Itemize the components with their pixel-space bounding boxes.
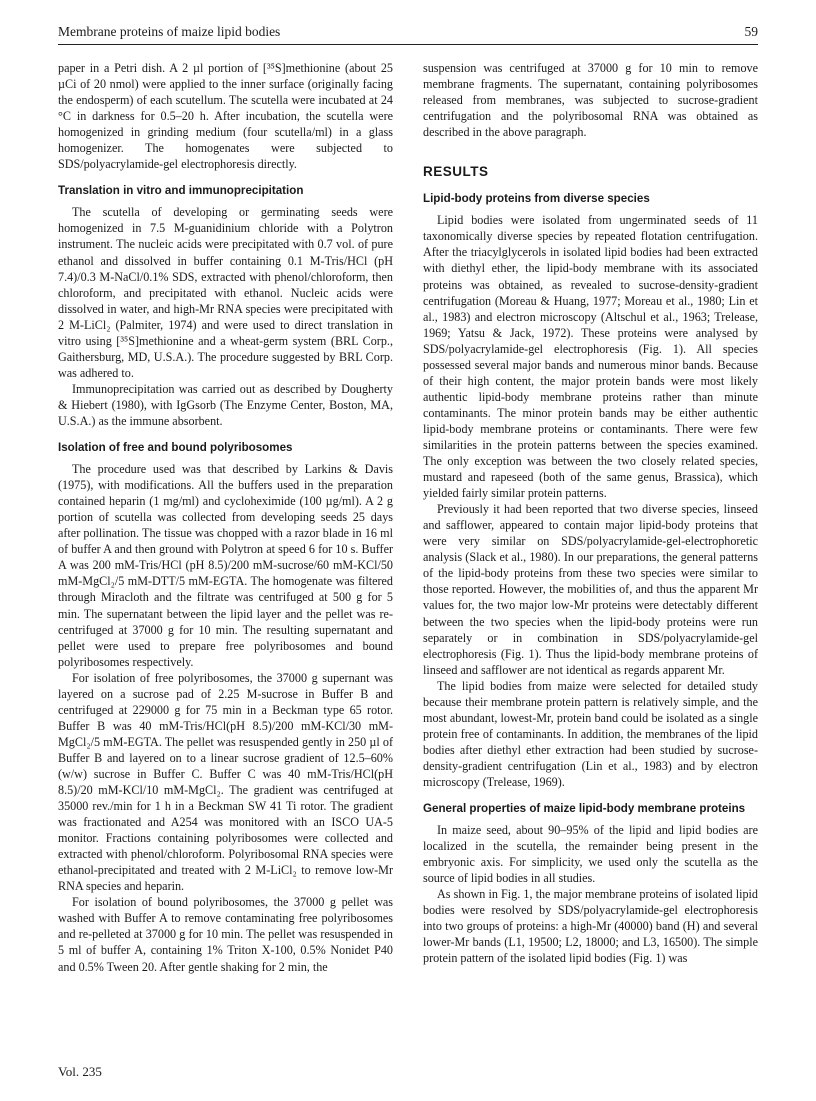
subsection-heading: General properties of maize lipid-body membrane proteins — [423, 802, 746, 816]
header-rule — [58, 44, 758, 45]
paragraph: For isolation of free polyribosomes, the 37000 g supernant was layered on a sucrose pad of 2.25 M-sucrose in Buffer B and centrifuged at 229000 g for 75 min in a Beckman type 65 rotor. Buffer B was 40 mM-Tris/HCl(pH 8.5)/200 mM-KCl/30 mM-MgCl₂/5 mM-EGTA. The pellet was resuspended gently in 250 µl of Buffer B and layered on to a linear sucrose gradient of 12.5–60% (w/w) sucrose in Buffer C. Buffer C was 40 mM-Tris/HCl(pH 8.5)/20 mM-KCl/10 mM-MgCl₂. The gradient was centrifuged at 35000 rev./min for 1 h in a Beckman SW 41 Ti rotor. The gradient was fractionated and A254 was monitored with an ISCO UA-5 monitor. Fractions containing polyribosomes were collected and extracted with phenol/chloroform. Polyribosomal RNA species were ethanol-precipitated and treated with 2 M-LiCl₂ to remove low-Mr RNA species and heparin. — [58, 670, 393, 894]
left-column — [58, 60, 393, 975]
paragraph: The procedure used was that described by Larkins & Davis (1975), with modifications. All the buffers used in the preparation contained heparin (1 mg/ml) and cycloheximide (100 µg/ml). A 2 g portion of scutella was collected from developing seeds 25 days after pollination. The tissue was chopped with a razor blade in 16 ml of buffer A and then ground with Polytron at speed 6 for 10 s. Buffer A was 200 mM-Tris/HCl (pH 8.5)/200 mM-sucrose/60 mM-KCl/50 mM-MgCl₂/5 mM-DTT/5 mM-EGTA. The homogenate was filtered through Miracloth and the filtrate was centrifuged at 500 g for 5 min. The supernatant between the lipid layer and the pellet was re-centrifuged at 37000 g for 10 min. The resulting supernatant and pellet were used to prepare free polyribosomes and bound polyribosomes respectively. — [58, 462, 393, 669]
subsection-heading: Translation in vitro and immunoprecipitation — [58, 184, 304, 198]
right-column — [423, 60, 758, 966]
section-heading: RESULTS — [423, 164, 489, 180]
paragraph: For isolation of bound polyribosomes, the 37000 g pellet was washed with Buffer A to remove contaminating free polyribosomes and re-pelleted at 37000 g for 10 min. The pellet was resuspended in 5 ml of buffer A, containing 1% Triton X-100, 0.5% Nonidet P40 and 0.5% Tween 20. After gentle shaking for 2 min, the — [58, 895, 393, 974]
subsection-heading: Lipid-body proteins from diverse species — [423, 192, 650, 206]
paragraph: In maize seed, about 90–95% of the lipid and lipid bodies are localized in the scutella, the remainder being present in the embryonic axis. For simplicity, we used only the scutella as the source of lipid bodies in all studies. — [423, 823, 758, 886]
page-number: 59 — [744, 24, 758, 39]
subsection-heading: Isolation of free and bound polyribosomes — [58, 441, 293, 455]
page-header — [58, 24, 758, 46]
paragraph: The scutella of developing or germinating seeds were homogenized in 7.5 M-guanidinium chloride with a Polytron instrument. The nucleic acids were precipitated with 0.7 vol. of pure ethanol and dissolved in buffer containing 0.1 M-Tris/HCl (pH 7.4)/0.3 M-NaCl/0.1% SDS, extracted with phenol/chloroform, then chloroform, and precipitated with ethanol. Nucleic acids were dissolved in water, and high-Mr RNA species were precipitated with 2 M-LiCl₂ (Palmiter, 1974) and were used to direct translation in vitro using [³⁵S]methionine and a wheat-germ system (BRL Corp., Gaithersburg, MD, U.S.A.). The procedure suggested by BRL Corp. was adhered to. — [58, 205, 393, 380]
volume-footer: Vol. 235 — [58, 1064, 102, 1079]
paragraph: As shown in Fig. 1, the major membrane proteins of isolated lipid bodies were resolved by SDS/polyacrylamide-gel electrophoresis into two groups of proteins: a high-Mr (40000) band (H) and several lower-Mr bands (L1, 19500; L2, 18000; and L3, 16500). The simple protein pattern of the isolated lipid bodies (Fig. 1) was — [423, 887, 758, 966]
paragraph: suspension was centrifuged at 37000 g for 10 min to remove membrane fragments. The supernatant, containing polyribosomes released from membranes, was subjected to sucrose-gradient centrifugation and the polyribosomal RNA was obtained as described in the above paragraph. — [423, 61, 758, 140]
paragraph: Lipid bodies were isolated from ungerminated seeds of 11 taxonomically diverse species by repeated flotation centrifugation. After the triacylglycerols in isolated lipid bodies had been extracted with diethyl ether, the lipid-body membrane with its associated proteins was obtained, as revealed to sucrose-density-gradient centrifugation (Moreau & Huang, 1977; Moreau et al., 1980; Lin et al., 1983) and electron microscopy (Altschul et al., 1963; Trelease, 1969; Yatsu & Jack, 1972). These proteins were analysed by SDS/polyacrylamide-gel electrophoresis (Fig. 1). All species possessed several major bands and numerous minor bands. Because of their high content, the major protein bands were most likely authentic lipid-body membrane proteins rather than minute contaminants. The minor protein bands may be either authentic lipid-body membrane proteins or contaminants. There were few similarities in the protein patterns between the species examined. The only exception was between the two closely related species, mustard and rapeseed (both of the same genus, Brassica), which yielded fairly similar protein patterns. — [423, 213, 758, 501]
running-title: Membrane proteins of maize lipid bodies — [58, 24, 281, 39]
paragraph: Immunoprecipitation was carried out as described by Dougherty & Hiebert (1980), with IgGsorb (The Enzyme Center, Boston, MA, U.S.A.) as the immune absorbent. — [58, 381, 393, 428]
paragraph: The lipid bodies from maize were selected for detailed study because their membrane protein pattern is relatively simple, and the most abundant, lowest-Mr, protein band could be isolated as a single protein free of contaminants. In addition, the membranes of the lipid bodies after diethyl ether extraction had been studied by sucrose-density-gradient centrifugation (Lin et al., 1983) and by electron microscopy (Trelease, 1969). — [423, 678, 758, 789]
paragraph: paper in a Petri dish. A 2 µl portion of [³⁵S]methionine (about 25 µCi of 20 nmol) were applied to the inner surface (originally facing the endosperm) of each scutellum. The scutella were incubated at 24 °C in darkness for 0.5–20 h. After incubation, the scutella were homogenized in grinding medium (four scutella/ml) in a glass homogenizer. The homogenates were subjected to SDS/polyacrylamide-gel electrophoresis directly. — [58, 61, 393, 172]
paragraph: Previously it had been reported that two diverse species, linseed and safflower, appeared to contain major lipid-body proteins that were very similar on SDS/polyacrylamide-gel-electrophoretic analysis (Slack et al., 1980). In our preparations, the general patterns of the lipid-body proteins from these two species were similar to those reported. However, the mobilities of, and thus the apparent Mr values for, the two major low-Mr proteins were detectably different between the two species when the lipid-body proteins were run separately or in combination in SDS/polyacrylamide-gel electrophoresis (Fig. 1). Thus the lipid-body membrane proteins of linseed and safflower are not identical as regards apparent Mr. — [423, 502, 758, 677]
